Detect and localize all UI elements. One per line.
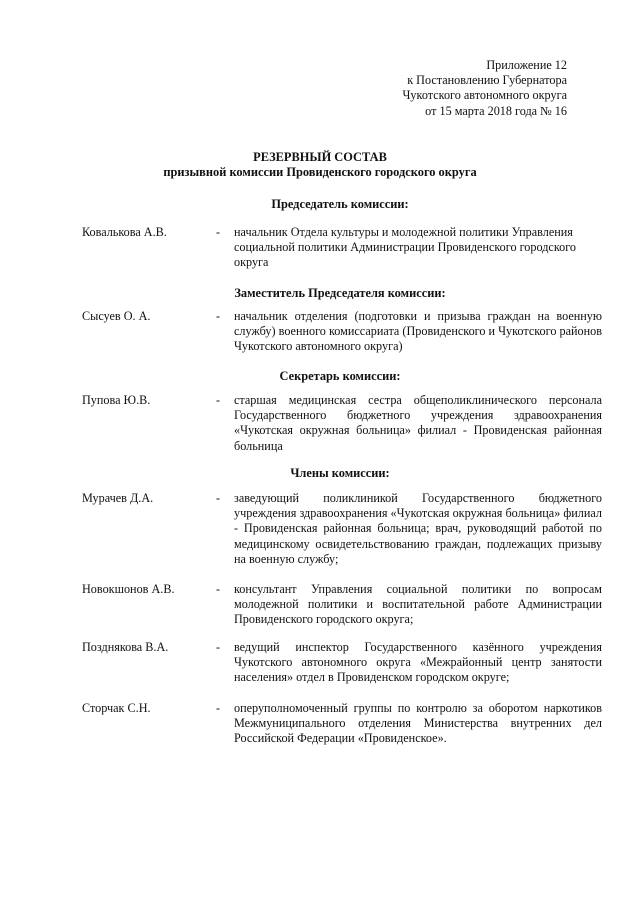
appendix-line-1: Приложение 12 [486, 58, 567, 72]
appendix-header [307, 58, 567, 119]
section-heading-secretary: Секретарь комиссии: [279, 369, 401, 383]
member-name: Пупова Ю.В. [82, 393, 151, 407]
member-dash: - [216, 491, 221, 505]
section-heading-members: Члены комиссии: [290, 466, 390, 480]
member-dash: - [216, 582, 221, 596]
member-dash: - [216, 640, 221, 654]
member-name: Сторчак С.Н. [82, 701, 151, 715]
document-title [0, 150, 640, 180]
member-dash: - [216, 701, 221, 715]
section-heading-deputy: Заместитель Председателя комиссии: [234, 286, 446, 300]
member-description: ведущий инспектор Государственного казённого учреждения Чукотского автономного округа «Межрайонный центр занятости населения» отдел в Провиденском городском округе; [234, 640, 602, 685]
appendix-line-4: от 15 марта 2018 года № 16 [425, 103, 567, 118]
section-heading-chairman: Председатель комиссии: [271, 197, 409, 211]
member-description: заведующий поликлиникой Государственного бюджетного учреждения здравоохранения «Чукотская окружная больница» филиал - Провиденская районная больница; врач, руководящий работой по медицинскому освидетельствованию граждан, подлежащих призыву на военную службу; [234, 491, 602, 566]
member-description: консультант Управления социальной политики по вопросам молодежной политики и воспитательной работе Администрации Провиденского городского округа; [234, 582, 602, 627]
member-description: старшая медицинская сестра общеполиклинического персонала Государственного бюджетного учреждения здравоохранения «Чукотская окружная больница» филиал - Провиденская районная больница [234, 393, 602, 453]
member-description: оперуполномоченный группы по контролю за оборотом наркотиков Межмуниципального отделения Министерства внутренних дел Российской Федерации «Провиденское». [234, 701, 602, 746]
member-name: Новокшонов А.В. [82, 582, 175, 596]
member-dash: - [216, 393, 221, 407]
title-line-1: РЕЗЕРВНЫЙ СОСТАВ [253, 150, 387, 164]
member-name: Мурачев Д.А. [82, 491, 154, 505]
appendix-line-3: Чукотского автономного округа [402, 88, 567, 103]
member-description: начальник Отдела культуры и молодежной политики Управления социальной политики Администрации Провиденского городского округа [234, 225, 577, 270]
member-name: Сысуев О. А. [82, 309, 151, 323]
member-name: Позднякова В.А. [82, 640, 169, 654]
member-dash: - [216, 225, 221, 239]
member-description: начальник отделения (подготовки и призыва граждан на военную службу) военного комиссариата (Провиденского и Чукотского районов Чукотского автономного округа) [234, 309, 602, 354]
member-name: Ковалькова А.В. [82, 225, 167, 239]
member-dash: - [216, 309, 221, 323]
title-line-2: призывной комиссии Провиденского городского округа [163, 165, 477, 179]
appendix-line-2: к Постановлению Губернатора [407, 73, 567, 88]
